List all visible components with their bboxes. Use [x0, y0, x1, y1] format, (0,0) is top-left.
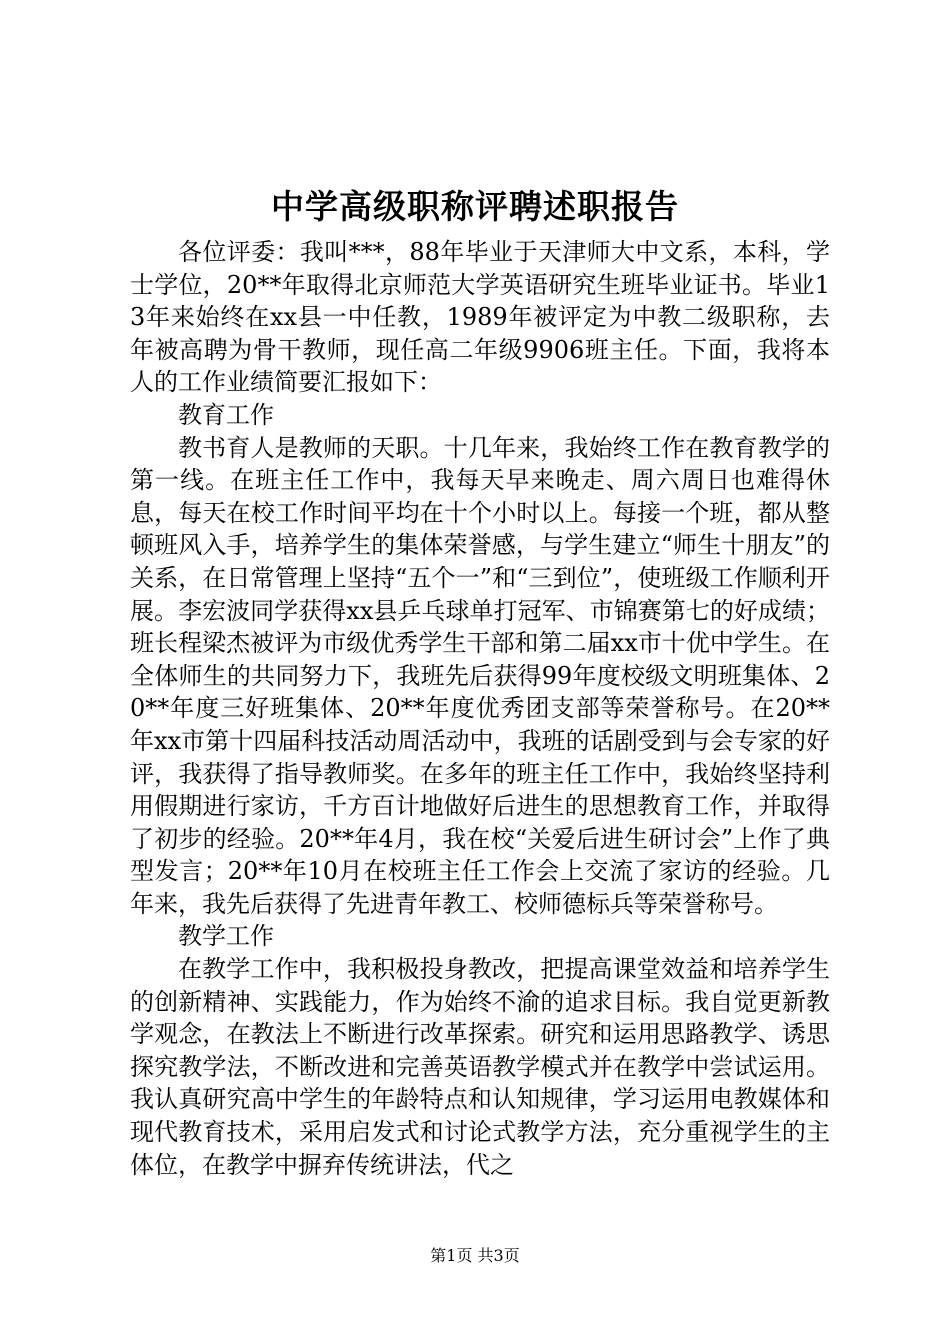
- section-heading-teaching: 教学工作: [178, 922, 274, 951]
- education-paragraph: 教书育人是教师的天职。十几年来，我始终工作在教育教学的第一线。在班主任工作中，我每天早来晚走、周六周日也难得休息，每天在校工作时间平均在十个小时以上。每接一个班，都从整顿班风入手，培养学生的集体荣誉感，与学生建立“师生十朋友”的关系，在日常管理上坚持“五个一”和“三到位”，使班级工作顺利开展。李宏波同学获得xx县乒乓球单打冠军、市锦赛第七的好成绩；班长程梁杰被评为市级优秀学生干部和第二届xx市十优中学生。在全体师生的共同努力下，我班先后获得99年度校级文明班集体、20**年度三好班集体、20**年度优秀团支部等荣誉称号。在20**年xx市第十四届科技活动周活动中，我班的话剧受到与会专家的好评，我获得了指导教师奖。在多年的班主任工作中，我始终坚持利用假期进行家访，千方百计地做好后进生的思想教育工作，并取得了初步的经验。20**年4月，我在校“关爱后进生研讨会”上作了典型发言；20**年10月在校班主任工作会上交流了家访的经验。几年来，我先后获得了先进青年教工、校师德标兵等荣誉称号。: [130, 433, 830, 918]
- teaching-paragraph: 在教学工作中，我积极投身教改，把提高课堂效益和培养学生的创新精神、实践能力，作为始终不渝的追求目标。我自觉更新教学观念，在教法上不断进行改革探索。研究和运用思路教学、诱思探究教学法，不断改进和完善英语教学模式并在教学中尝试运用。我认真研究高中学生的年龄特点和认知规律，学习运用电教媒体和现代教育技术，采用启发式和讨论式教学方法，充分重视学生的主体位，在教学中摒弃传统讲法，代之: [130, 955, 830, 1179]
- document-body: [130, 236, 830, 1181]
- page-footer: 第1页 共3页: [430, 1246, 520, 1265]
- document-title: 中学高级职称评聘述职报告: [271, 187, 679, 226]
- section-heading-education: 教育工作: [178, 400, 274, 429]
- intro-paragraph: 各位评委：我叫***，88年毕业于天津师大中文系，本科，学士学位，20**年取得北京师范大学英语研究生班毕业证书。毕业13年来始终在xx县一中任教，1989年被评定为中教二级职称，去年被高聘为骨干教师，现任高二年级9906班主任。下面，我将本人的工作业绩简要汇报如下：: [130, 238, 830, 397]
